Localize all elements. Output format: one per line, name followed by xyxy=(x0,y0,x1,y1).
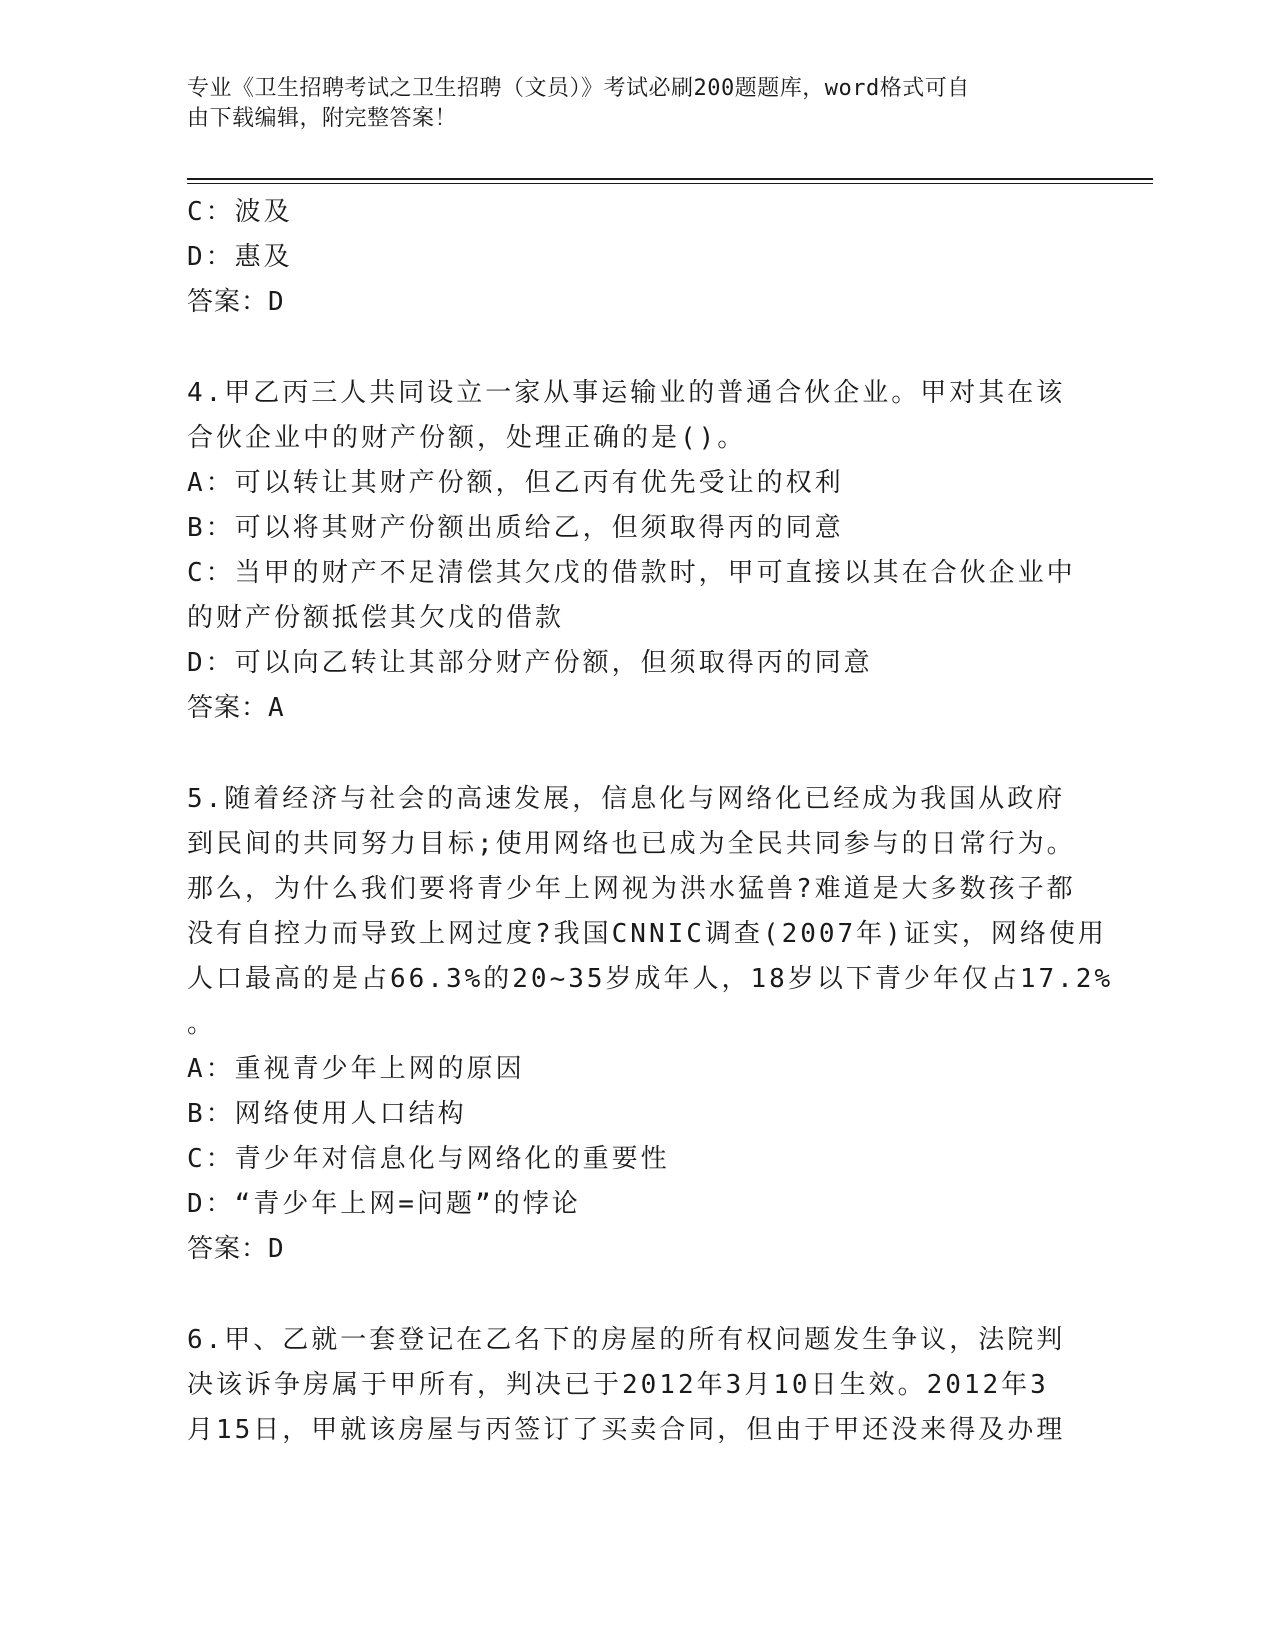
header-title-line-2: 由下载编辑，附完整答案！ xyxy=(187,106,458,131)
option-c: C：当甲的财产不足清偿其欠戊的借款时，甲可直接以其在合伙企业中 xyxy=(187,558,1076,588)
question-stem-line: 4.甲乙丙三人共同设立一家从事运输业的普通合伙企业。甲对其在该 xyxy=(187,378,1066,408)
spacer xyxy=(187,1272,1087,1318)
option-c: C：波及 xyxy=(187,197,293,227)
option-c-continued: 的财产份额抵偿其欠戊的借款 xyxy=(187,603,565,633)
question-6 xyxy=(187,1318,1087,1453)
question-stem-line: 没有自控力而导致上网过度?我国CNNIC调查(2007年)证实，网络使用 xyxy=(187,919,1107,949)
question-4 xyxy=(187,371,1087,731)
question-5 xyxy=(187,777,1114,1272)
question-stem-line: 那么，为什么我们要将青少年上网视为洪水猛兽?难道是大多数孩子都 xyxy=(187,874,1076,904)
answer-line: 答案：D xyxy=(187,287,285,317)
spacer xyxy=(187,325,1087,371)
question-3 xyxy=(187,190,1087,325)
option-d: D：可以向乙转让其部分财产份额，但须取得丙的同意 xyxy=(187,648,873,678)
option-b: B：网络使用人口结构 xyxy=(187,1099,467,1129)
option-a: A：重视青少年上网的原因 xyxy=(187,1054,525,1084)
option-a: A：可以转让其财产份额，但乙丙有优先受让的权利 xyxy=(187,468,844,498)
option-d: D：“青少年上网=问题”的悖论 xyxy=(187,1189,581,1219)
header-divider-thin xyxy=(187,183,1153,184)
spacer xyxy=(187,731,1087,777)
option-d: D：惠及 xyxy=(187,242,293,272)
header-title-line-1: 专业《卫生招聘考试之卫生招聘（文员）》考试必刷200题题库，word格式可自 xyxy=(187,76,970,101)
answer-line: 答案：D xyxy=(187,1234,285,1264)
page-header xyxy=(187,74,1087,134)
question-stem-line: 月15日，甲就该房屋与丙签订了买卖合同，但由于甲还没来得及办理 xyxy=(187,1415,1066,1445)
question-stem-line: 合伙企业中的财产份额，处理正确的是()。 xyxy=(187,423,747,453)
question-stem-line: 5.随着经济与社会的高速发展，信息化与网络化已经成为我国从政府 xyxy=(187,784,1066,814)
question-stem-line: 人口最高的是占66.3%的20~35岁成年人，18岁以下青少年仅占17.2% xyxy=(187,964,1114,994)
option-c: C：青少年对信息化与网络化的重要性 xyxy=(187,1144,670,1174)
question-stem-line: 6.甲、乙就一套登记在乙名下的房屋的所有权问题发生争议，法院判 xyxy=(187,1325,1066,1355)
header-divider-thick xyxy=(187,178,1153,180)
answer-line: 答案：A xyxy=(187,693,285,723)
question-stem-line: 到民间的共同努力目标;使用网络也已成为全民共同参与的日常行为。 xyxy=(187,829,1076,859)
question-stem-line: 。 xyxy=(187,1009,217,1039)
option-b: B：可以将其财产份额出质给乙，但须取得丙的同意 xyxy=(187,513,844,543)
question-stem-line: 决该诉争房属于甲所有，判决已于2012年3月10日生效。2012年3 xyxy=(187,1370,1049,1400)
question-list xyxy=(187,190,1114,1453)
